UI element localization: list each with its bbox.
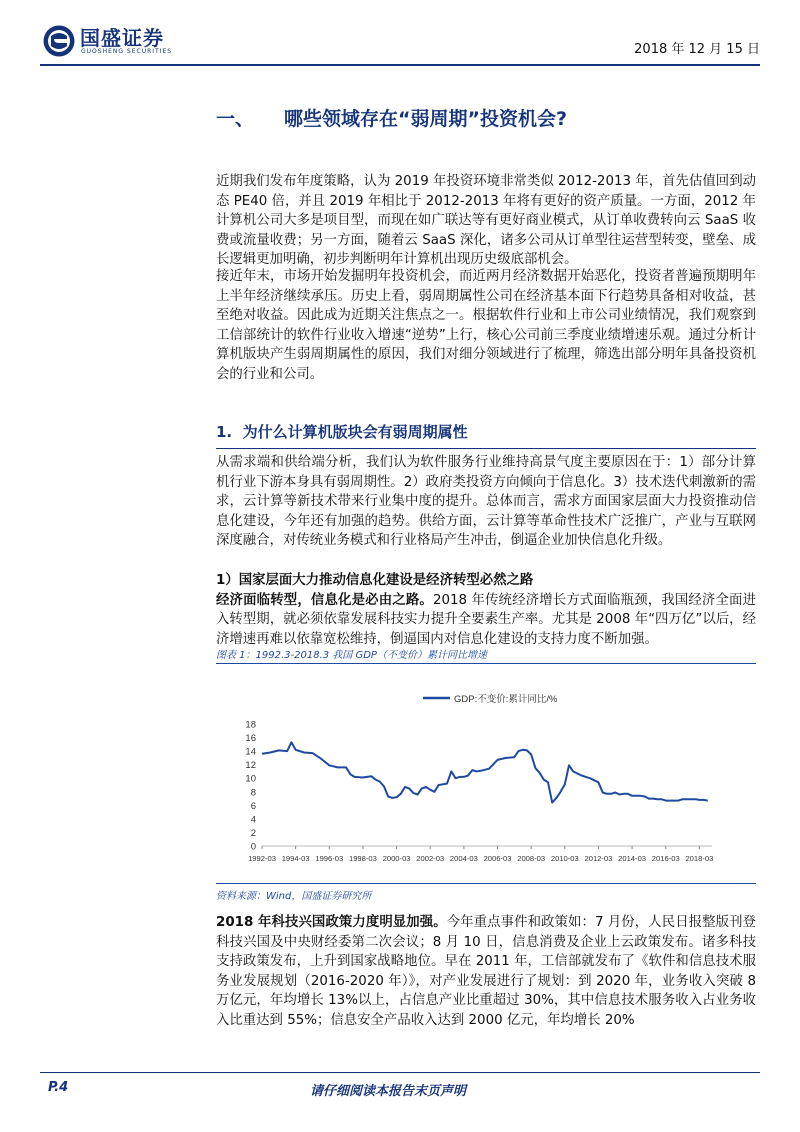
x-tick-label: 2018-03 [685,854,714,863]
legend-label: GDP:不变价:累计同比/% [454,694,558,705]
x-tick-label: 1996-03 [315,854,344,863]
paragraph-4 [216,571,756,649]
chart-legend [423,693,558,705]
paragraph-5-body: 今年重点事件和政策如：7 月份，人民日报整版刊登科技兴国及中央财经委第二次会议；8 月 10 日，信息消费及企业上云政策发布。诸多科技支持政策发布，上升到国家战略地位。早在 2011 年，工信部就发布了《软件和信息技术服务业发展规划（2016-2020 年）》，对产业发展进行了规划：到 2020 年，业务收入突破 8 万亿元，年均增长 13%以上，占信息产业比重超过 30%，其中信息技术服务收入占业务收入比重达到 55%；信息安全产品收入达到 2000 亿元，年均增长 20% [216,915,757,1028]
paragraph-5-lead: 2018 年科技兴国政策力度明显加强。 [216,915,447,930]
figure-caption: 图表 1：1992.3-2018.3 我国 GDP（不变价）累计同比增速 [216,650,487,661]
x-tick-label: 2016-03 [651,854,680,863]
y-tick-label: 10 [245,773,256,785]
paragraph-5 [216,913,756,1031]
y-tick-label: 2 [250,827,256,839]
x-tick-label: 2000-03 [382,854,411,863]
x-tick-label: 2014-03 [618,854,647,863]
y-tick-label: 6 [250,800,256,812]
report-date: 2018 年 12 月 15 日 [634,42,760,57]
x-tick-label: 2002-03 [416,854,445,863]
paragraph-4-heading: 1）国家层面大力推动信息化建设是经济转型必然之路 [216,573,534,588]
y-tick-label: 12 [245,760,256,772]
subsection-number: 1. [216,423,233,441]
y-tick-label: 14 [245,746,256,758]
section-title-text: 哪些领域存在“弱周期”投资机会? [284,108,568,130]
paragraph-1: 近期我们发布年度策略，认为 2019 年投资环境非常类似 2012-2013 年，首先估值回到动态 PE40 倍，并且 2019 年相比于 2012-2013 年将有更好的资产质量。一方面，2012 年计算机公司大多是项目型，而现在如广联达等有更好商业模式，从订单收费转向云 SaaS 收费或流量收费；另一方面，随着云 SaaS 深化，诸多公司从订单型往运营型转变，壁垒、成长逻辑更加明确，初步判断明年计算机出现历史级底部机会。 [216,174,756,268]
x-tick-label: 1998-03 [348,854,377,863]
disclaimer-note: 请仔细阅读本报告末页声明 [310,1084,467,1099]
x-tick-label: 2012-03 [584,854,613,863]
x-tick-label: 1992-03 [248,854,276,863]
figure-source: 资料来源：Wind，国盛证券研究所 [216,891,372,902]
footer-divider [40,1072,760,1073]
subsection-title [216,421,468,442]
x-tick-label: 1994-03 [281,854,310,863]
paragraph-2: 接近年末，市场开始发掘明年投资机会，而近两月经济数据开始恶化，投资者普遍预期明年上半年经济继续承压。历史上看，弱周期属性公司在经济基本面下行趋势具备相对收益，甚至绝对收益。因此成为近期关注焦点之一。根据软件行业和上市公司业绩情况，我们观察到工信部统计的软件行业收入增速“逆势”上行，核心公司前三季度业绩增速乐观。通过分析计算机版块产生弱周期属性的原因，我们对细分领域进行了梳理，筛选出部分明年具备投资机会的行业和公司。 [216,269,756,382]
y-tick-label: 18 [245,719,256,731]
brand-name-english: GUOSHENG SECURITIES [81,48,173,55]
paragraph-3: 从需求端和供给端分析，我们认为软件服务行业维持高景气度主要原因在于：1）部分计算机行业下游本身具有弱周期性。2）政府类投资方向倾向于信息化。3）技术迭代刺激新的需求，云计算等新技术带来行业集中度的提升。总体而言，需求方面国家层面大力投资推动信息化建设，今年还有加强的趋势。供给方面，云计算等革命性技术广泛推广，产业与互联网深度融合，对传统业务模式和行业格局产生冲击，倒逼企业加快信息化升级。 [216,455,756,549]
figure-bottom-rule [216,883,756,884]
y-tick-label: 4 [250,814,256,826]
subsection-title-text: 为什么计算机版块会有弱周期属性 [242,423,468,441]
gdp-series-line [262,742,708,802]
header-divider [40,64,760,66]
y-tick-label: 8 [250,787,256,799]
x-tick-label: 2010-03 [550,854,579,863]
section-number: 一、 [216,108,255,130]
brand-name: 国盛证券 [80,26,164,50]
x-tick-label: 2008-03 [517,854,546,863]
x-tick-label: 2006-03 [483,854,512,863]
paragraph-4-lead: 经济面临转型，信息化是必由之路。 [216,592,433,608]
section-title [216,104,567,131]
x-tick-label: 2004-03 [449,854,478,863]
guosheng-logo-icon [42,24,76,58]
subsection-divider [216,448,756,449]
figure-top-rule [216,663,756,664]
paragraph-4-body: 2018 年传统经济增长方式面临瓶颈，我国经济全面进入转型期，就必须依靠发展科技实力提升全要素生产率。尤其是 2008 年“四万亿”以后，经济增速再难以依靠宽松维持，倒逼国内对信息化建设的支持力度不断加强。 [216,592,756,647]
gdp-line-chart [216,666,756,880]
y-tick-label: 0 [250,841,256,853]
page-number: P.4 [48,1080,69,1095]
y-tick-label: 16 [245,733,256,745]
